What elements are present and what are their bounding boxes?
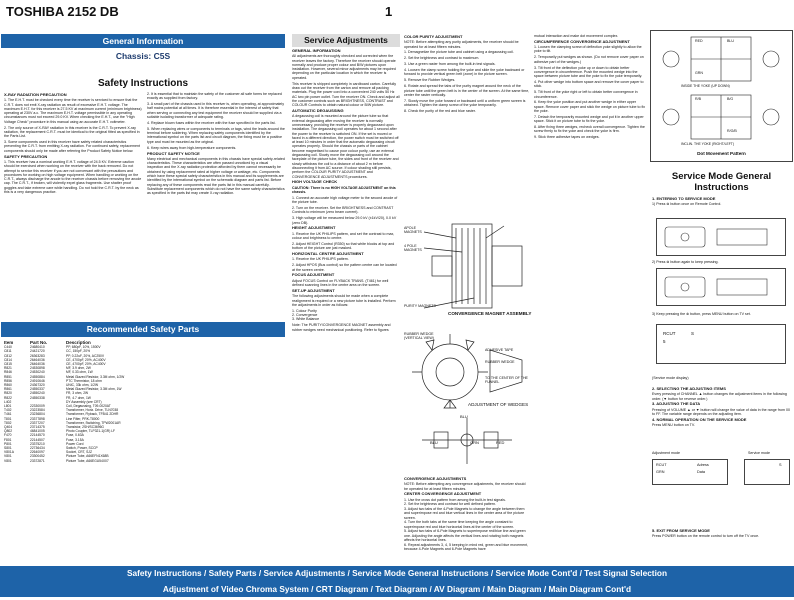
- part-number: 23375210: [30, 441, 45, 446]
- mutual-interaction-text: mutual interaction and make dot movement complex.: [534, 34, 619, 38]
- part-description: Metal Glazed Resistor, 3.3M ohm, 1/2W: [66, 374, 125, 379]
- part-item: F470: [4, 433, 12, 438]
- chassis-label: Chassis: C5S: [115, 51, 171, 61]
- hcentre-title: HORIZONTAL CENTRE ADJUSTMENT: [292, 251, 364, 257]
- setup-item-3: 3. White Balance: [292, 317, 320, 322]
- tab-grn-label: GRN: [470, 440, 479, 445]
- part-number: 24910646: [30, 378, 45, 383]
- adj-rcut-label: RCUT: [656, 463, 667, 467]
- smg-2-title: 2. SELECTING THE ADJUSTING ITEMS: [652, 386, 726, 391]
- purity-step-1: 1. Demagnetize the picture tube and cabinet using a degaussing coil.: [404, 50, 514, 55]
- smg-5-title: 5. EXIT FROM SERVICE MODE: [652, 528, 710, 533]
- part-number: 24421720: [30, 349, 45, 354]
- part-description: CC, 150pF, 20%: [66, 349, 91, 354]
- part-number: 24530898: [30, 366, 45, 371]
- part-number: 23377207: [30, 420, 45, 425]
- safety-title: Safety Instructions: [97, 78, 189, 89]
- safety-1: 1. This receiver has a nominal working E.H.T. voltage of 24.5 KV. Extreme caution should be exercised when working on the receiver with the back removed. Do not attempt to service this receiver if you are not conversant with the precautions and procedures for working on high voltage equipment. When handling or working on the C.R.T., always discharge the anode to the receiver chassis before removing the anode cap. The C.R.T., if broken, will violently expel glass fragments. Use shatter proof goggles and take extreme care while handling. Do not hold the C.R.T. by the neck as this is a very dangerous practice.: [4, 159, 142, 195]
- part-number: 24550338: [30, 395, 45, 400]
- service-mode-box: [744, 459, 790, 485]
- hv-step-2: 2. Turn on the receiver. Set the BRIGHTNESS and CONTRAST Controls to minimum (zero beam current).: [292, 206, 394, 215]
- dot-label-grn: GRN: [695, 71, 703, 75]
- part-number: 22144570: [30, 433, 45, 438]
- purity-section: [404, 34, 530, 115]
- ccca-step-6: 6. Keep the yoke position and put another wedge in either upper space. Remove cover paper and stick the wedge on picture tube to fix the yoke.: [534, 100, 646, 114]
- service-mode-title: Service Mode General Instructions: [671, 171, 772, 193]
- tab-blu-label-1: BLU: [460, 414, 468, 419]
- xray-title: X-RAY RADIATION PRECAUTION: [4, 92, 67, 97]
- part-number: 26464036: [30, 357, 45, 362]
- rubber-wedge-label: RUBBER WEDGE: [485, 360, 515, 364]
- hv-step-3: 3. High voltage will be measured below 29.0 kV (±1kV/20), 0.0 kV (zero DB).: [292, 216, 397, 225]
- part-description: Transformer, Switching, TPW2001AR: [66, 420, 121, 425]
- service-adj-col-1: [292, 48, 400, 333]
- hv-step-1: 1. Connect an accurate high voltage meter to the second anode of the picture tube.: [292, 195, 398, 205]
- purity-step-2: 2. Set the brightness and contrast to maximum.: [404, 56, 480, 61]
- remote-figure-1: [656, 218, 786, 256]
- part-item: V801: [4, 458, 12, 463]
- part-item: C812: [4, 353, 12, 358]
- cca-step-1: 1. Use the cross dot pattern from among the built-in test signals.: [404, 497, 506, 502]
- height-step-1: 1. Receive the UK PHILIPS pattern, and set the contrast to max, colour and brightness to centre.: [292, 231, 395, 241]
- part-item: F801: [4, 437, 12, 442]
- hv-title: HIGH VOLTAGE CHECK: [292, 179, 338, 185]
- parts-col-item: Item: [4, 340, 14, 345]
- ccca-step-5: 5. Tilt front of the yoke right or left to obtain better convergence in circumference.: [534, 90, 638, 99]
- setup-text: The following adjustments should be made when a complete realignment is required or a new picture tube is installed. Perform the adjustments in order as follows:: [292, 294, 396, 307]
- part-description: PP, 680pF, 10%, 1500V: [66, 345, 101, 350]
- xray-1: 1. The E.H.T. must be checked every time the receiver is serviced to ensure that the C.R.T. does not emit X-ray radiation as result of excessive E.H.T. voltage. The maximum E.H.T. for this receiver is 27.5 KV at maximum current (minimum brightness) operating at 230V a.c. The maximum E.H.T. voltage permissible in any operating circumstances must not exceed 29.0 KV. When checking the E.H.T., use the "High Voltage Check" procedure in this manual using an accurate E.H.T. voltmeter.: [4, 98, 142, 124]
- degauss-title: AUTOMATIC DEGAUSSING: [292, 108, 344, 114]
- part-description: Power Cord: [66, 441, 84, 446]
- parts-table-wrap: [2, 341, 284, 463]
- part-item: T461: [4, 412, 12, 417]
- cca-step-6: 6. Repeat adjustments 3, 4, 5 keeping in mind red, green and blue movement, because 4-Pole Magnets and 6-Pole Magnets have: [404, 542, 529, 551]
- hcentre-step-1: 1. Receive the UK PHILIPS pattern.: [292, 257, 349, 262]
- cca-step-2: 2. Set the brightness and contrast for well defined pattern.: [404, 502, 497, 507]
- dot-caption-1: INSIDE THE YOKE (UP DOWN): [681, 84, 730, 88]
- cca-step-5: 5. Adjust two tabs of 6-Pole Magnets to superimpose red/blue line and green one. Adjusting the angle affects the vertical lines and rotating both magnets affects the horizontal lines.: [404, 529, 526, 543]
- adhesive-tape-label: ADHESIVE TAPE: [485, 348, 514, 352]
- ccca-step-4: 4. Put other wedge into bottom space and remove the cover paper to stick.: [534, 80, 644, 89]
- dot-label-rgb: R/G/B: [727, 129, 737, 133]
- part-number: 24550884: [30, 374, 45, 379]
- part-item: R851: [4, 374, 12, 379]
- adj-data-label: Data: [697, 470, 706, 474]
- setup-note: Note: The PURITY/CONVERGENCE MAGNET assembly and rubber wedges need mechanical positioning. Refer to figures: [292, 323, 391, 332]
- remote-figure-2: [656, 268, 786, 306]
- part-number: 24530240: [30, 370, 45, 375]
- rubber-wedge-vertical-label: RUBBER WEDGE (VERTICAL VIEW): [404, 332, 434, 340]
- part-number: 23372871: [30, 458, 45, 463]
- safety-col-1: [4, 92, 142, 196]
- part-item: C814: [4, 357, 12, 362]
- part-item: Q404: [4, 425, 13, 430]
- purity-step-4: 4. Loosen the clamp screw holding the yoke and slide the yoke backward or forward to provide vertical green belt (zone) in the picture screen.: [404, 68, 525, 77]
- part-description: Photo Coupler, TLP321-1(GR) LF: [66, 429, 116, 434]
- adjustment-mode-box: [652, 459, 728, 485]
- smg-1-text: 1) Press ⊗ button once on Remote Control.: [652, 202, 722, 207]
- ccca-title: CIRCUMFERENCE CONVERGENCE ADJUSTMENT: [534, 38, 630, 44]
- part-item: T802: [4, 420, 12, 425]
- part-number: 26464036: [30, 362, 45, 367]
- smg-3-body: Pressing of VOLUME ▲ or ▼ button will change the value of data in the range from 00 to FF. The variable range depends on the adjusting item.: [652, 407, 790, 417]
- service-adjustments-title: Service Adjustments: [292, 34, 400, 47]
- part-number: 23377898: [30, 416, 45, 421]
- parts-table-body: [2, 345, 284, 463]
- svc-s-label: S: [779, 463, 782, 467]
- part-number: 22330009: [30, 404, 45, 409]
- dot-label-blu: BLU: [727, 39, 734, 43]
- setup-item-1: 1. Colour Purity: [292, 308, 317, 313]
- dot-movement-diagram: [651, 31, 792, 149]
- part-description: MF, 3.9 ohm, 2W: [66, 366, 91, 371]
- part-number: 23223584: [30, 408, 45, 413]
- safety-precaution-title: SAFETY PRECAUTION: [4, 153, 48, 159]
- part-number: 23300452: [30, 454, 45, 459]
- part-description: PP, 0.22uF, 20%, AC250V: [66, 353, 105, 358]
- part-number: 24367320: [30, 383, 45, 388]
- dot-caption-2: INCLIN. THE YOKE (RIGHT/LEFT): [681, 142, 735, 146]
- degauss-text: A degaussing coil is mounted around the picture tube so that external degaussing after moving the receiver is normally unnecessary, providing the receiver is properly degaussed upon installation. The degaussing coil operates for about 1 second after the power to the receiver is switched ON. If the set is moved or faced in a different direction, the power switch must be switched off at least 10 minutes in order that the automatic degaussing circuit operates properly. Should the chassis or parts of the cabinet become magnetised to cause poor colour purity, use an external degaussing coil. Slowly move the degaussing coil around the faceplate of the picture tube, the sides and front of the receiver and slowly withdraw the coil to a distance of about 2 m before disconnecting it from AC source. If colour shading still persists, perform the COLOUR PURITY ADJUSTMENT and CONVERGENCE ADJUSTMENTS procedures.: [292, 114, 399, 179]
- rcut-label: RCUT: [663, 331, 676, 336]
- part-item: S801: [4, 446, 12, 451]
- part-item: Q802: [4, 429, 13, 434]
- adjustment-of-wedges-caption: ADJUSTMENT OF WEDGES: [468, 402, 529, 407]
- convergence-section: [404, 476, 530, 551]
- part-description: FR, 4.7 ohm, 1W: [66, 395, 91, 400]
- dot-label-bg: B/G: [727, 97, 734, 101]
- purity-note: NOTE: Before attempting any purity adjustments, the receiver should be operated for at least fifteen minutes.: [404, 40, 519, 49]
- part-item: R860: [4, 383, 12, 388]
- tab-blu-label-2: BLU: [430, 440, 438, 445]
- cca-step-4: 4. Turn the both tabs at the same time keeping the angle constant to superimpose red and blue horizontal lines at the center of the screen.: [404, 520, 515, 529]
- smg-2-text: 2) Press ⊗ button again to keep pressing.: [652, 260, 719, 264]
- adj-adress-label: Adress: [697, 463, 709, 467]
- gen-info-title: GENERAL INFORMATION: [292, 48, 341, 53]
- ccca-step-8: 8. After fixing three wedges, recheck overall convergence. Tighten the screw firmly to fix the yoke and check the yoke is firm.: [534, 125, 645, 134]
- part-item: V801A: [4, 450, 14, 455]
- purity-title: COLOR PURITY ADJUSTMENT: [404, 34, 463, 39]
- service-mode-label: Service mode: [748, 451, 770, 455]
- part-number: 22736434: [30, 446, 45, 451]
- rcut-value-2: 5: [663, 339, 666, 344]
- part-item: L402: [4, 399, 12, 404]
- ccca-step-2: 2. Temporarily put wedges as shown. (Do not remove cover paper on adhesive part of the wedges.): [534, 55, 644, 64]
- setup-title: SET-UP ADJUSTMENT: [292, 287, 335, 293]
- recommended-parts-bar: Recommended Safety Parts: [1, 322, 285, 337]
- remote-diagram-1: [657, 219, 785, 255]
- part-number: 22640097: [30, 450, 45, 455]
- part-item: T801: [4, 416, 12, 421]
- part-description: Line Filter, PRK-T8000: [66, 416, 100, 421]
- adj-grn-label: GRN: [656, 470, 665, 474]
- part-number: 24680410: [30, 345, 45, 350]
- hv-caution: CAUTION: There is no HIGH VOLTAGE ADJUSTMENT on this chassis.: [292, 185, 396, 194]
- purity-step-6: 6. Rotate and spread the tabs of the purity magnet around the neck of the picture tube until the green belt is in the center of the screen. At the same time, center the raster vertically.: [404, 84, 530, 97]
- parts-col-partno: Part No.: [30, 340, 48, 345]
- dot-label-rb: R/B: [695, 97, 701, 101]
- parts-table: [2, 341, 284, 463]
- rcut-value: S: [691, 331, 695, 336]
- setup-item-2: 2. Convergence: [292, 313, 318, 318]
- ccca-step-3: 3. Tilt front of the deflection yoke up or down to obtain better convergence in circumference. Push the mounted wedge into the space between picture tube and the yoke to fix the yoke temporarily.: [534, 65, 643, 79]
- remote-diagram-2: [657, 269, 785, 305]
- part-item: R861: [4, 387, 12, 392]
- safety-col-2: [147, 92, 285, 197]
- part-number: 24550240: [30, 391, 45, 396]
- part-description: CE, 4700pF, 20%, AC400V: [66, 362, 106, 367]
- funnel-center-label: TO THE CENTER OF THE FUNNEL: [485, 376, 528, 384]
- smg-3-title: 3. ADJUSTING THE DATA: [652, 401, 701, 407]
- smg-4-body: Press MENU button on TV.: [652, 423, 695, 428]
- part-description: UNIC, 33k ohm, 1/2W: [66, 383, 99, 388]
- safety-6: 6. Keep wires away from high-temperature components.: [147, 145, 237, 150]
- part-description: Transistor, 2SH/SC3696G: [66, 425, 104, 430]
- part-item: C815: [4, 362, 12, 367]
- part-item: C811: [4, 349, 12, 354]
- apole-magnets-label: APOLE MAGNETS: [404, 226, 422, 234]
- footer-nav-line-2: Adjustment of Video Chroma System / CRT Diagram / Text Diagram / AV Diagram / Main Diagram / Main Diagram Cont'd: [0, 581, 794, 597]
- smg-4-title: 4. NORMAL OPERATION ON THE SERVICE MODE: [652, 416, 747, 422]
- psn-title: PRODUCT SAFETY NOTICE: [147, 150, 200, 156]
- smg-2-body: Every pressing of CHANNEL ▲ button changes the adjustment items in the following order. (▼ button for reverse order.): [652, 392, 787, 401]
- parts-col-desc: Description: [66, 340, 91, 345]
- part-description: Picture Tube, A66EGU54X07: [66, 458, 109, 463]
- ccca-step-9: 9. Stick three adhesive tapes on wedges.: [534, 135, 600, 140]
- part-number: 23236804: [30, 412, 45, 417]
- part-description: PTC Thermistor, 18 ohm: [66, 378, 102, 383]
- page-number: 1: [385, 4, 393, 19]
- part-description: DY Assembly (see CRT): [66, 399, 102, 404]
- height-title: HEIGHT ADJUSTMENT: [292, 225, 336, 231]
- smg-5-body: Press POWER button on the remote control to turn off the TV once.: [652, 534, 760, 539]
- cca-title: CENTER CONVERGENCE ADJUSTMENT: [404, 491, 482, 497]
- part-item: R846: [4, 370, 12, 375]
- part-number: 22144507: [30, 437, 45, 442]
- dot-movement-title: Dot Movement Pattern: [697, 151, 746, 156]
- part-item: L801: [4, 404, 12, 409]
- table-row: [2, 459, 284, 463]
- part-number: 26363283: [30, 353, 45, 358]
- part-description: Switch, Power, SCCP: [66, 446, 98, 451]
- part-description: Coil, Degaussing, T09-0020AT: [66, 404, 111, 409]
- service-mode-section-5: [652, 528, 792, 540]
- service-mode-section-2: [652, 386, 792, 429]
- brand-title: TOSHIBA 2152 DB: [6, 4, 119, 19]
- gen-info-text-2: This receiver is shipped completely in cardboard carton. Carefully draw out the receiver from the carton and remove all packing materials. Plug the power cord into a convenient 240 volts 50 Hz AC two pin power outlet. Turn the receiver ON. Check and adjust all the customer controls such as BRIGHTNESS, CONTRAST and COLOUR Controls to obtain natural colour or B/W picture.: [292, 81, 400, 108]
- part-description: FR, 3 ohm, 2W: [66, 391, 89, 396]
- purity-step-3: 3. Use a green raster from among the built-in test signals.: [404, 62, 496, 67]
- mode-labels-row: [652, 451, 792, 455]
- purity-step-7: 7. Slowly move the yoke forward or backward until a uniform green screen is obtained. Tighten the clamp screw of the yoke temporarily.: [404, 98, 526, 108]
- part-item: C440: [4, 345, 12, 350]
- part-number: 24550337: [30, 387, 45, 392]
- focus-title: FOCUS ADJUSTMENT: [292, 272, 335, 278]
- service-display-caption: (Service mode display): [652, 376, 689, 380]
- ccca-step-7: 7. Detach the temporarily mounted wedge and put it in another upper space. Stick it on picture tube to fix the yoke.: [534, 114, 644, 124]
- convergence-magnet-caption: CONVERGENCE MAGNET ASSEMBLY: [448, 311, 532, 316]
- part-description: Fuse, 0.63A: [66, 433, 84, 438]
- purity-step-5: 5. Remove the Rubber Wedges.: [404, 78, 456, 83]
- four-pole-magnets-label: 4 POLE MAGNETS: [404, 244, 422, 252]
- part-description: Transformer, Flyback, TFB41 2DHR: [66, 412, 119, 417]
- dot-movement-figure: [650, 30, 793, 162]
- service-display-box: [656, 324, 786, 364]
- part-description: Metal Glazed Resistor, 3.3M ohm, 1W: [66, 387, 122, 392]
- circumference-section: [534, 34, 646, 141]
- part-description: Transformer, Horiz. Drive, TLN7038: [66, 408, 119, 413]
- part-item: R822: [4, 395, 12, 400]
- cca-step-3: 3. Adjust two tabs of the 4-Pole Magnets to change the angle between them and superimpose red and blue vertical lines in the center area of the picture screen.: [404, 507, 525, 520]
- part-description: CE, 4700pF, 20%, AC400V: [66, 357, 106, 362]
- safety-3: 3. A small part of the chassis used in this receiver is, when operating, at approximately half mains potential at all times. It is therefore essential in the interest of safety that when serving or connecting any test equipment the receiver should be supplied via a suitable isolating transformer of adequate rating.: [147, 102, 285, 120]
- focus-text: Adjust FOCUS Control on FLYBACK TRANS. (T461) for well defined scanning lines in the centre area on the screen.: [292, 278, 389, 288]
- safety-5: 5. When replacing wires or components to terminals or tags, wind the leads around the terminal before soldering. When replacing safety components identified by the international symbol on the parts list and circuit diagram, the fixing must be a positive type and must be mounted as the original.: [147, 126, 285, 144]
- dot-label-red: RED: [695, 39, 703, 43]
- part-description: MF, 0.33 ohm, 1W: [66, 370, 93, 375]
- purity-step-8: 8. Check the purity of the red and blue raster.: [404, 108, 476, 113]
- hcentre-step-2: 2. Adjust HPOS (Bus control) so the pattern centre can be located at the screen centre.: [292, 263, 397, 272]
- gen-info-text: All adjustments are thoroughly checked and corrected when the receiver leaves the factory. Therefore the receiver should operate normally and produce proper colour and B/W pictures upon installation. However, several minor adjustments may be required depending on the particular location in which the receiver is operated.: [292, 54, 396, 80]
- smg-1-title: 1. ENTERING TO SERVICE MODE: [652, 196, 716, 201]
- conv-title: CONVERGENCE ADJUSTMENTS: [404, 476, 467, 481]
- part-item: R856: [4, 378, 12, 383]
- general-info-bar: General Information: [1, 34, 285, 48]
- height-step-2: 2. Adjust HEIGHT Control (R350) so that white blocks at top and bottom of the picture are just masked.: [292, 241, 395, 251]
- tab-red-label: RED: [496, 440, 505, 445]
- part-description: Socket, CRT, SJZ: [66, 450, 92, 455]
- part-description: Fuse, 3.15A: [66, 437, 84, 442]
- safety-2: 2. It is essential that to maintain the safety of the customer all safe forms be replaced exactly as supplied from factory.: [147, 92, 282, 101]
- xray-3: 3. Some components used in this receiver have safety related characteristics preventing the C.R.T. from emitting X-ray radiation. For continued safety, replacement components should only be made after referring the Product Safety Notice below.: [4, 140, 140, 153]
- psn-text: Many electrical and mechanical components in this chassis have special safety-related characteristics. These characteristics are often passed unnoticed by a visual inspection and the X-ray radiation protection afforded by them cannot necessarily be obtained by using replacement rated at higher voltage or wattage, etc. Components which have these special safety characteristics in this manual and its supplements are identified by the international symbol on the schematic diagram and parts list. Before replacing any of these components read the parts list in this manual carefully. Substitute replacement components which do not have the same safety characteristics as specified in the parts list may create X-ray radiation.: [147, 156, 285, 196]
- footer-nav-line-1: Safety Instructions / Safety Parts / Service Adjustments / Service Mode General Instructions / Service Mode Cont'd / Test Signal Selection: [0, 566, 794, 581]
- purity-magnets-label: PURITY MAGNETS: [404, 304, 436, 308]
- xray-2: 2. The only source of X-RAY radiation in this receiver is the C.R.T. To prevent X-ray radiation, the replacement C.R.T. must be identical to the original fitted as specified in the Parts List.: [4, 125, 140, 139]
- ccca-step-1: 1. Loosen the clamping screw of deflection yoke slightly to allow the yoke to tilt.: [534, 45, 642, 54]
- part-item: R821: [4, 366, 12, 371]
- adjustment-mode-label: Adjustment mode: [652, 451, 680, 455]
- part-number: 46841005: [30, 429, 45, 434]
- part-number: 23714375: [30, 425, 45, 430]
- part-item: T402: [4, 408, 12, 413]
- part-item: R820: [4, 391, 12, 396]
- part-description: Picture Tube, A66EFN1X68B: [66, 454, 109, 459]
- tab-figure: [412, 414, 522, 468]
- smg-3-text: 3) Keep pressing the ⊗ button, press MENU button on TV set.: [652, 312, 751, 316]
- safety-4: 4. Replace blown fuses within the receiver with the fuse specified in the parts list.: [147, 120, 276, 125]
- conv-note: NOTE: Before attempting any convergence adjustments, the receiver should be operated for at least fifteen minutes.: [404, 482, 526, 491]
- part-item: P801: [4, 441, 12, 446]
- service-mode-section: [652, 196, 792, 208]
- part-item: V801: [4, 454, 12, 459]
